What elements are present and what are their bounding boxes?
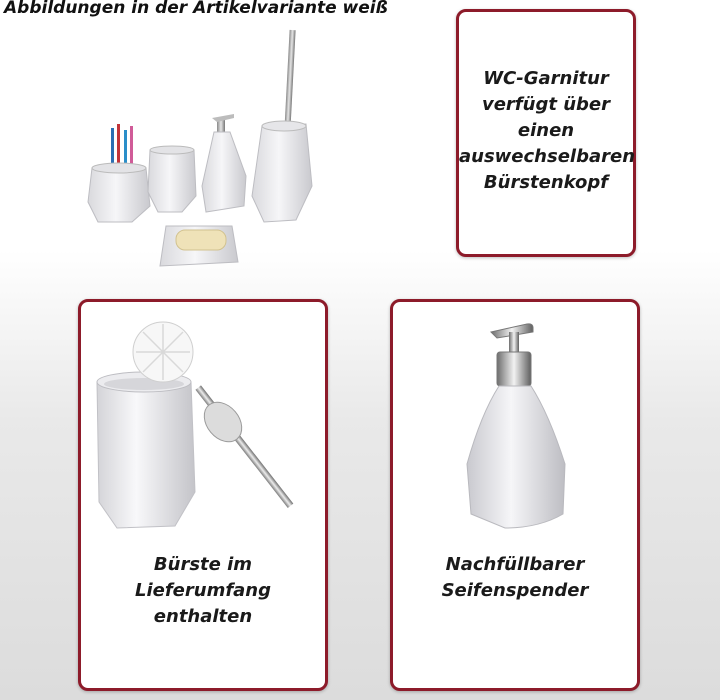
soap-dispenser-small <box>202 114 246 212</box>
soap-dispenser-line: Nachfüllbarer <box>445 554 585 575</box>
soap-dish <box>160 226 238 266</box>
toothbrush-holder <box>88 124 150 222</box>
wc-info-line: auswechselbaren <box>459 146 636 167</box>
wc-info-text <box>459 66 636 196</box>
soap-dispenser-text <box>393 552 637 604</box>
wc-info-line: Bürstenkopf <box>483 172 609 193</box>
brush-line: Lieferumfang <box>134 580 271 601</box>
wc-info-line: WC-Garnitur <box>483 68 609 89</box>
soap-dispenser-line: Seifenspender <box>441 580 589 601</box>
toilet-brush-illustration <box>91 312 321 542</box>
soap-dispenser-card <box>390 299 640 691</box>
brush-line: enthalten <box>153 606 253 627</box>
brush-head-icon <box>133 322 193 382</box>
product-set-illustration <box>84 26 344 276</box>
soap-dispenser-illustration <box>453 314 583 544</box>
toilet-brush-set <box>252 30 312 222</box>
wc-info-line: einen <box>517 120 575 141</box>
caption: Abbildungen in der Artikelvariante weiß <box>4 0 388 18</box>
wc-info-card <box>456 9 636 257</box>
brush-card <box>78 299 328 691</box>
brush-text <box>81 552 325 630</box>
tumbler <box>148 146 196 212</box>
brush-line: Bürste im <box>153 554 253 575</box>
wc-info-line: verfügt über <box>481 94 610 115</box>
